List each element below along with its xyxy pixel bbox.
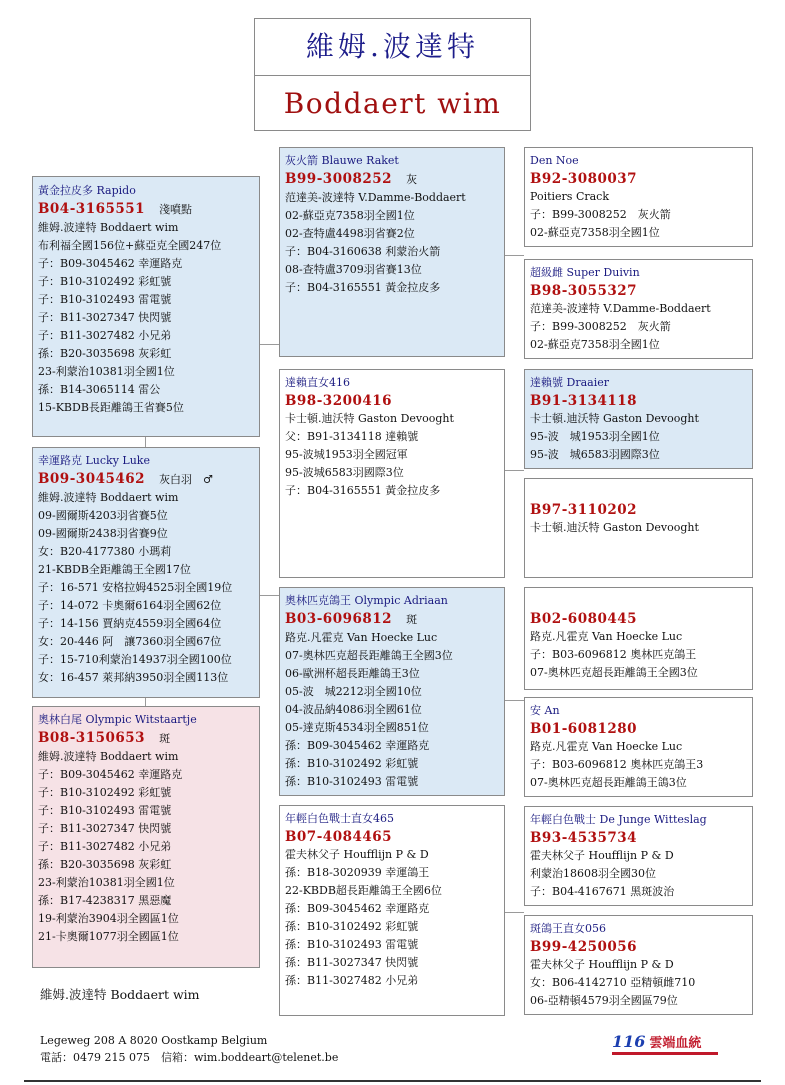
ring-number-text: B07-4084465: [285, 829, 393, 845]
bird-name: 年輕白色戰士 De Junge Witteslag: [530, 813, 707, 826]
bird-info-line: 95-波城6583羽國際3位: [285, 466, 404, 479]
ring-number: [530, 829, 747, 847]
bird-info-line: 子：B99-3008252 灰火箭: [530, 208, 671, 221]
bird-name: 奧林匹克鴿王 Olympic Adriaan: [285, 594, 448, 607]
ring-number-text: B02-6080445: [530, 611, 638, 627]
ring-number: [285, 392, 499, 410]
bird-info-line: 孫：B10-3102493 雷電號: [285, 775, 419, 788]
bird-info-line: 95-波城1953羽全國冠軍: [285, 448, 408, 461]
bird-info-line: 子：15-710利蒙治14937羽全國100位: [38, 653, 232, 666]
bird-info-line: 21-KBDB全距離鴿王全國17位: [38, 563, 191, 576]
bird-info-line: 07-奧林匹克超長距離鴿王全國3位: [530, 666, 698, 679]
connector: [145, 436, 146, 447]
bird-info-line: 子：B04-4167671 黑斑波治: [530, 885, 675, 898]
connector: [145, 697, 146, 706]
bird-info-line: 02-蘇亞克7358羽全國1位: [530, 226, 660, 239]
ring-number: [285, 828, 499, 846]
bird-info-line: 孫：B20-3035698 灰彩虹: [38, 858, 172, 871]
bird-info-line: Poitiers Crack: [530, 190, 610, 203]
title-box: [254, 18, 531, 131]
ring-number: [530, 938, 747, 956]
bird-info-line: 孫：B18-3020939 幸運鴿王: [285, 866, 430, 879]
bird-info-line: 19-利蒙治3904羽全國區1位: [38, 912, 179, 925]
bird-info-line: 子：B09-3045462 幸運路克: [38, 768, 183, 781]
bird-info-line: 95-波 城6583羽國際3位: [530, 448, 660, 461]
bird-info-line: 霍夫林父子 Houfflijn P & D: [285, 848, 429, 861]
pedigree-box-gp-6: [524, 697, 753, 797]
ring-number: [530, 282, 747, 300]
ring-number-text: B93-4535734: [530, 830, 638, 846]
bird-name: 黃金拉皮多 Rapido: [38, 184, 136, 197]
bird-info-line: 霍夫林父子 Houfflijn P & D: [530, 958, 674, 971]
plumage-color: 淺噴點: [159, 203, 193, 216]
bird-info-line: 維姆.波達特 Boddaert wim: [38, 750, 179, 763]
bird-info-line: 女：B20-4177380 小瑪莉: [38, 545, 172, 558]
plumage-color: 灰: [406, 173, 418, 186]
bird-info-line: 卡士頓.迪沃特 Gaston Devooght: [530, 521, 699, 534]
bird-info-line: 子：B99-3008252 灰火箭: [530, 320, 671, 333]
bird-info-line: 孫：B20-3035698 灰彩虹: [38, 347, 172, 360]
bird-info-line: 08-查特盧3709羽省賽13位: [285, 263, 422, 276]
bird-info-line: 霍夫林父子 Houfflijn P & D: [530, 849, 674, 862]
pedigree-box-dam-dam: [279, 805, 505, 1016]
bird-info-line: 子：B10-3102492 彩虹號: [38, 786, 172, 799]
bird-info-line: 布利福全國156位+蘇亞克全國247位: [38, 239, 222, 252]
bird-name: 幸運路克 Lucky Luke: [38, 454, 150, 467]
pedigree-box-gp-1: [524, 147, 753, 247]
pedigree-box-sire: [32, 176, 260, 437]
bottom-rule: [24, 1080, 761, 1082]
pedigree-box-gp-5: [524, 587, 753, 690]
connector: [505, 470, 524, 471]
bird-info-line: 95-波 城1953羽全國1位: [530, 430, 660, 443]
bird-info-line: 子：B09-3045462 幸運路克: [38, 257, 183, 270]
bird-info-line: 09-國爾斯2438羽省賽9位: [38, 527, 168, 540]
bird-info-line: 孫：B10-3102492 彩虹號: [285, 920, 419, 933]
ring-number: [530, 170, 747, 188]
bird-info-line: 孫：B14-3065114 雷公: [38, 383, 161, 396]
bird-info-line: 孫：B09-3045462 幸運路克: [285, 902, 430, 915]
plumage-color: 斑: [159, 732, 171, 745]
ring-number-text: B97-3110202: [530, 502, 638, 518]
pedigree-box-sire-sire: [279, 147, 505, 357]
bird-info-line: 23-利蒙治10381羽全國1位: [38, 876, 175, 889]
bird-name: 奧林白尾 Olympic Witstaartje: [38, 713, 197, 726]
ring-number: [38, 200, 254, 219]
ring-number-text: B99-4250056: [530, 939, 638, 955]
bird-info-line: 15-KBDB長距離鴿王省賽5位: [38, 401, 184, 414]
bird-name: [530, 592, 747, 610]
ring-number-text: B08-3150653: [38, 730, 146, 746]
bird-info-line: 05-波 城2212羽全國10位: [285, 685, 422, 698]
ring-number: [38, 729, 254, 748]
pedigree-box-dam-sire: [279, 587, 505, 796]
connector: [505, 700, 524, 701]
bird-info-line: 子：B10-3102493 雷電號: [38, 804, 172, 817]
bird-info-line: 女：20-446 阿 讓7360羽全國67位: [38, 635, 222, 648]
bird-info-line: 范達美-波達特 V.Damme-Boddaert: [285, 191, 466, 204]
bird-name: 灰火箭 Blauwe Raket: [285, 154, 399, 167]
ring-number-text: B01-6081280: [530, 721, 638, 737]
ring-number: [530, 392, 747, 410]
bird-name: [530, 483, 747, 501]
pedigree-box-sire-dam: [279, 369, 505, 578]
bird-info-line: 孫：B09-3045462 幸運路克: [285, 739, 430, 752]
bird-info-line: 02-查特盧4498羽省賽2位: [285, 227, 415, 240]
bird-info-line: 父：B91-3134118 達賴號: [285, 430, 419, 443]
bird-info-line: 子：B11-3027482 小兄弟: [38, 840, 172, 853]
bird-info-line: 孫：B17-4238317 黑惡魔: [38, 894, 172, 907]
bird-name: 達賴直女416: [285, 376, 350, 389]
bird-info-line: 孫：B11-3027482 小兄弟: [285, 974, 419, 987]
bird-name: 斑鴿王直女056: [530, 922, 606, 935]
bird-info-line: 維姆.波達特 Boddaert wim: [38, 221, 179, 234]
pedigree-box-gp-7: [524, 806, 753, 906]
connector: [505, 912, 524, 913]
ring-number: [530, 610, 747, 628]
bird-info-line: 子：B10-3102493 雷電號: [38, 293, 172, 306]
connector: [259, 344, 280, 345]
bird-info-line: 卡士頓.迪沃特 Gaston Devooght: [285, 412, 454, 425]
connector: [259, 595, 280, 596]
bird-info-line: 孫：B11-3027347 快閃號: [285, 956, 419, 969]
ring-number-text: B92-3080037: [530, 171, 638, 187]
ring-number-text: B91-3134118: [530, 393, 638, 409]
pedigree-box-gp-2: [524, 259, 753, 359]
bird-info-line: 05-達克斯4534羽全國851位: [285, 721, 429, 734]
ring-number: [38, 470, 254, 489]
ring-number-text: B09-3045462: [38, 471, 146, 487]
bird-info-line: 06-歐洲杯超長距離鴿王3位: [285, 667, 420, 680]
ring-number: [285, 170, 499, 189]
ring-number: [530, 501, 747, 519]
bird-info-line: 利蒙治18608羽全國30位: [530, 867, 656, 880]
bird-info-line: 子：14-072 卡奧爾6164羽全國62位: [38, 599, 222, 612]
ring-number-text: B99-3008252: [285, 171, 393, 187]
title-english: Boddaert wim: [283, 87, 502, 120]
bird-info-line: 女：16-457 萊邦納3950羽全國113位: [38, 671, 229, 684]
title-chinese: 維姆.波達特: [255, 19, 530, 76]
bird-info-line: 23-利蒙治10381羽全國1位: [38, 365, 175, 378]
bird-name: 超級雌 Super Duivin: [530, 266, 640, 279]
bird-info-line: 06-亞精頓4579羽全國區79位: [530, 994, 678, 1007]
bird-info-line: 孫：B10-3102493 雷電號: [285, 938, 419, 951]
bird-info-line: 02-蘇亞克7358羽全國1位: [530, 338, 660, 351]
bird-info-line: 子：B04-3160638 利蒙治火箭: [285, 245, 441, 258]
logo: [612, 1032, 701, 1051]
bird-name: 安 An: [530, 704, 560, 717]
bird-name: Den Noe: [530, 154, 579, 167]
bird-info-line: 范達美-波達特 V.Damme-Boddaert: [530, 302, 711, 315]
bird-info-line: 路克.凡霍克 Van Hoecke Luc: [530, 630, 683, 643]
bird-info-line: 07-奧林匹克超長距離鴿王全國3位: [285, 649, 453, 662]
bird-info-line: 22-KBDB超長距離鴿王全國6位: [285, 884, 442, 897]
bird-info-line: 子：B11-3027347 快閃號: [38, 311, 172, 324]
bird-info-line: 子：B10-3102492 彩虹號: [38, 275, 172, 288]
bird-info-line: 04-波品納4086羽全國61位: [285, 703, 422, 716]
bird-info-line: 子：B11-3027347 快閃號: [38, 822, 172, 835]
bird-info-line: 07-奧林匹克超長距離鴿王鴿3位: [530, 776, 687, 789]
logo-number: 116: [612, 1032, 646, 1051]
logo-text: 雲端血統: [649, 1036, 702, 1051]
bird-info-line: 女：B06-4142710 亞精頓雌710: [530, 976, 696, 989]
bird-info-line: 路克.凡霍克 Van Hoecke Luc: [285, 631, 438, 644]
pedigree-box-subject: [32, 447, 260, 698]
ring-number: [285, 610, 499, 629]
logo-underline: [612, 1052, 718, 1055]
pedigree-box-gp-3: [524, 369, 753, 469]
bird-info-line: 子：B11-3027482 小兄弟: [38, 329, 172, 342]
bird-info-line: 維姆.波達特 Boddaert wim: [38, 491, 179, 504]
bird-info-line: 子：B03-6096812 奧林匹克鴿王: [530, 648, 697, 661]
ring-number-text: B98-3055327: [530, 283, 638, 299]
bird-info-line: 子：B03-6096812 奧林匹克鴿王3: [530, 758, 704, 771]
bird-info-line: 02-蘇亞克7358羽全國1位: [285, 209, 415, 222]
footer-address: Legeweg 208 A 8020 Oostkamp Belgium: [40, 1034, 268, 1047]
bird-info-line: 子：14-156 賈納克4559羽全國64位: [38, 617, 222, 630]
bird-info-line: 孫：B10-3102492 彩虹號: [285, 757, 419, 770]
bird-info-line: 21-卡奧爾1077羽全國區1位: [38, 930, 179, 943]
bird-name: 達賴號 Draaier: [530, 376, 609, 389]
bird-info-line: 卡士頓.迪沃特 Gaston Devooght: [530, 412, 699, 425]
ring-number: [530, 720, 747, 738]
pedigree-box-gp-8: [524, 915, 753, 1015]
bird-info-line: 路克.凡霍克 Van Hoecke Luc: [530, 740, 683, 753]
ring-number-text: B04-3165551: [38, 201, 146, 217]
footer-owner: 維姆.波達特 Boddaert wim: [40, 987, 200, 1002]
bird-info-line: 子：B04-3165551 黃金拉皮多: [285, 281, 441, 294]
pedigree-box-gp-4: [524, 478, 753, 578]
ring-number-text: B03-6096812: [285, 611, 393, 627]
ring-number-text: B98-3200416: [285, 393, 393, 409]
pedigree-box-dam: [32, 706, 260, 968]
bird-info-line: 子：16-571 安格拉姆4525羽全國19位: [38, 581, 233, 594]
footer-contact: 電話：0479 215 075 信箱：wim.boddeart@telenet.be: [40, 1051, 339, 1064]
bird-name: 年輕白色戰士直女465: [285, 812, 394, 825]
bird-info-line: 09-國爾斯4203羽省賽5位: [38, 509, 168, 522]
connector: [505, 255, 524, 256]
plumage-color: 灰白羽 ♂: [159, 473, 213, 486]
plumage-color: 斑: [406, 613, 418, 626]
bird-info-line: 子：B04-3165551 黃金拉皮多: [285, 484, 441, 497]
